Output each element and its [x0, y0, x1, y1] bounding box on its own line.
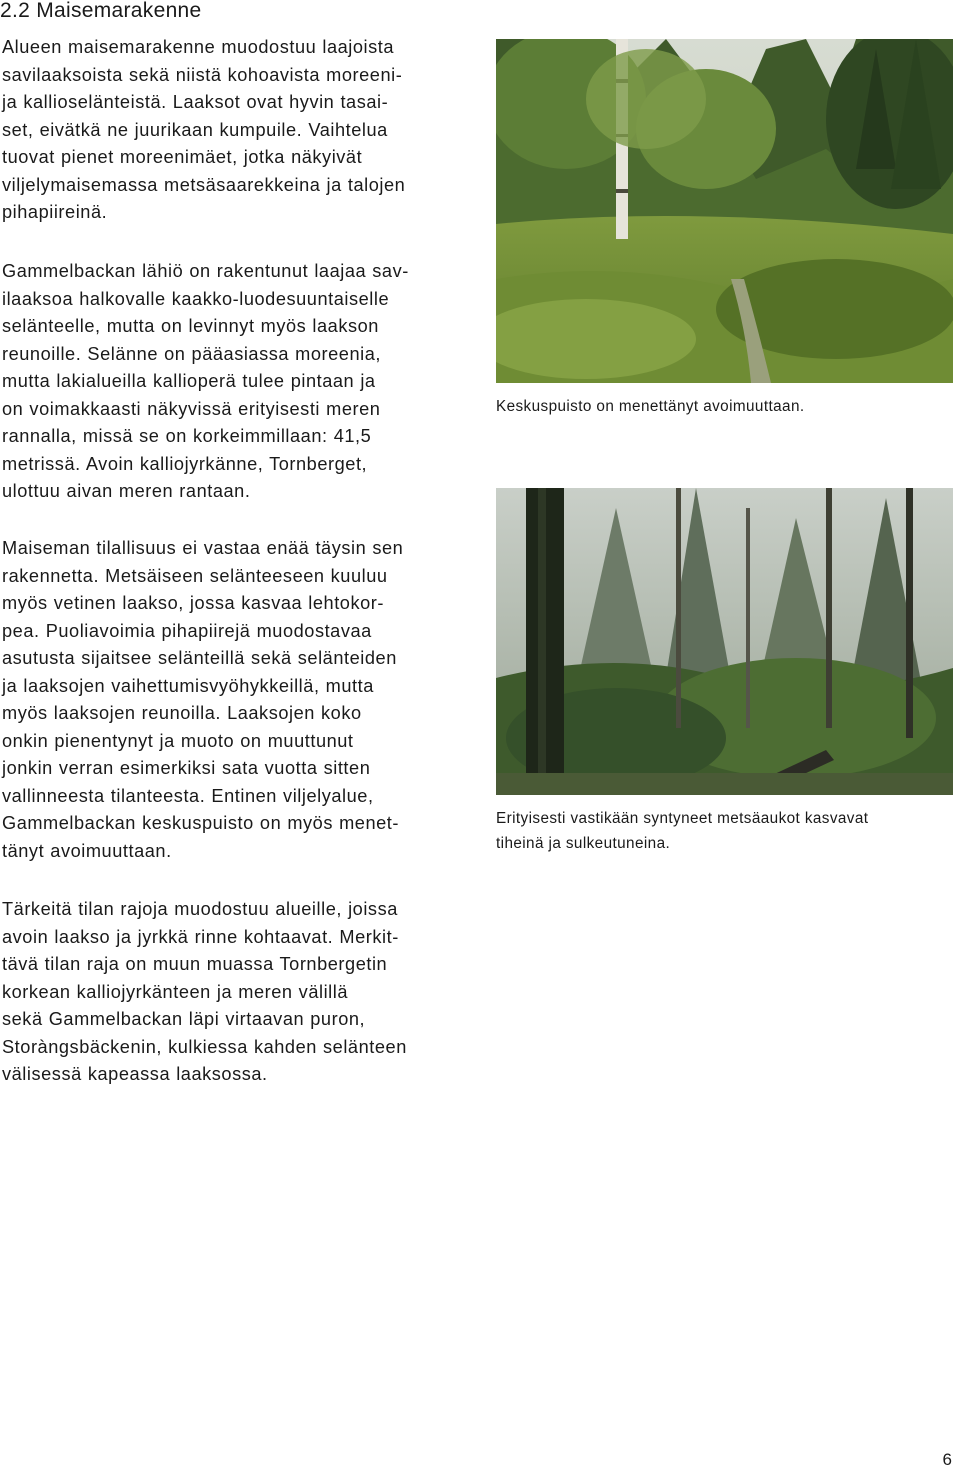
photo-forest-clearing-image [496, 488, 953, 795]
photo-central-park-caption: Keskuspuisto on menettänyt avoimuuttaan. [496, 398, 805, 415]
photo-central-park-image [496, 39, 953, 383]
paragraph-3-text: Maiseman tilallisuus ei vastaa enää täysin sen rakennetta. Metsäiseen selänteeseen kuuluu myös vetinen laakso, jossa kasvaa lehtokor- pea. Puoliavoimia pihapiirejä muodostavaa asutusta sijaitsee selänteillä sekä selänteiden ja laaksojen vaihettumisvyöhykkeillä, mutta myös laaksojen reunoilla. Laaksojen koko onkin pienentynyt ja muoto on muuttunut jonkin verran esimerkiksi sata vuotta sitten vallinneesta tilanteesta. Entinen viljelyalue, Gammelbackan keskuspuisto on myös menet- tänyt avoimuuttaan. [2, 538, 404, 861]
paragraph-4-text: Tärkeitä tilan rajoja muodostuu alueille, joissa avoin laakso ja jyrkkä rinne kohtaavat. Merkit- tävä tilan raja on muun muassa Tornbergetin korkean kalliojyrkänteen ja meren välillä sekä Gammelbackan läpi virtaavan puron, Storàngsbäckenin, kulkiessa kahden selänteen välisessä kapeassa laaksossa. [2, 899, 407, 1084]
section-heading: 2.2 Maisemarakenne [0, 0, 202, 22]
paragraph-2 [2, 258, 472, 506]
photo-forest-clearing-caption: Erityisesti vastikään syntyneet metsäaukot kasvavat tiheinä ja sulkeutuneina. [496, 810, 869, 852]
paragraph-4 [2, 896, 472, 1089]
paragraph-1 [2, 34, 472, 227]
photo-central-park [496, 39, 953, 383]
paragraph-1-text: Alueen maisemarakenne muodostuu laajoista savilaaksoista sekä niistä kohoavista moreeni- ja kallioselänteistä. Laaksot ovat hyvin tasai- set, eivätkä ne juurikaan kumpuile. Vaihtelua tuovat pienet moreenimäet, jotka näkyivät viljelymaisemassa metsäsaarekkeina ja talojen pihapiireinä. [2, 37, 406, 222]
paragraph-2-text: Gammelbackan lähiö on rakentunut laajaa sav- ilaaksoa halkovalle kaakko-luodesuuntaiselle selänteelle, mutta on levinnyt myös laakson reunoille. Selänne on pääasiassa moreenia, mutta lakialueilla kallioperä tulee pintaan ja on voimakkaasti näkyvissä erityisesti meren rannalla, missä se on korkeimmillaan: 41,5 metrissä. Avoin kalliojyrkänne, Tornberget, ulottuu aivan meren rantaan. [2, 261, 409, 501]
paragraph-3 [2, 535, 472, 865]
page-number: 6 [942, 1450, 952, 1469]
photo-forest-clearing [496, 488, 953, 795]
